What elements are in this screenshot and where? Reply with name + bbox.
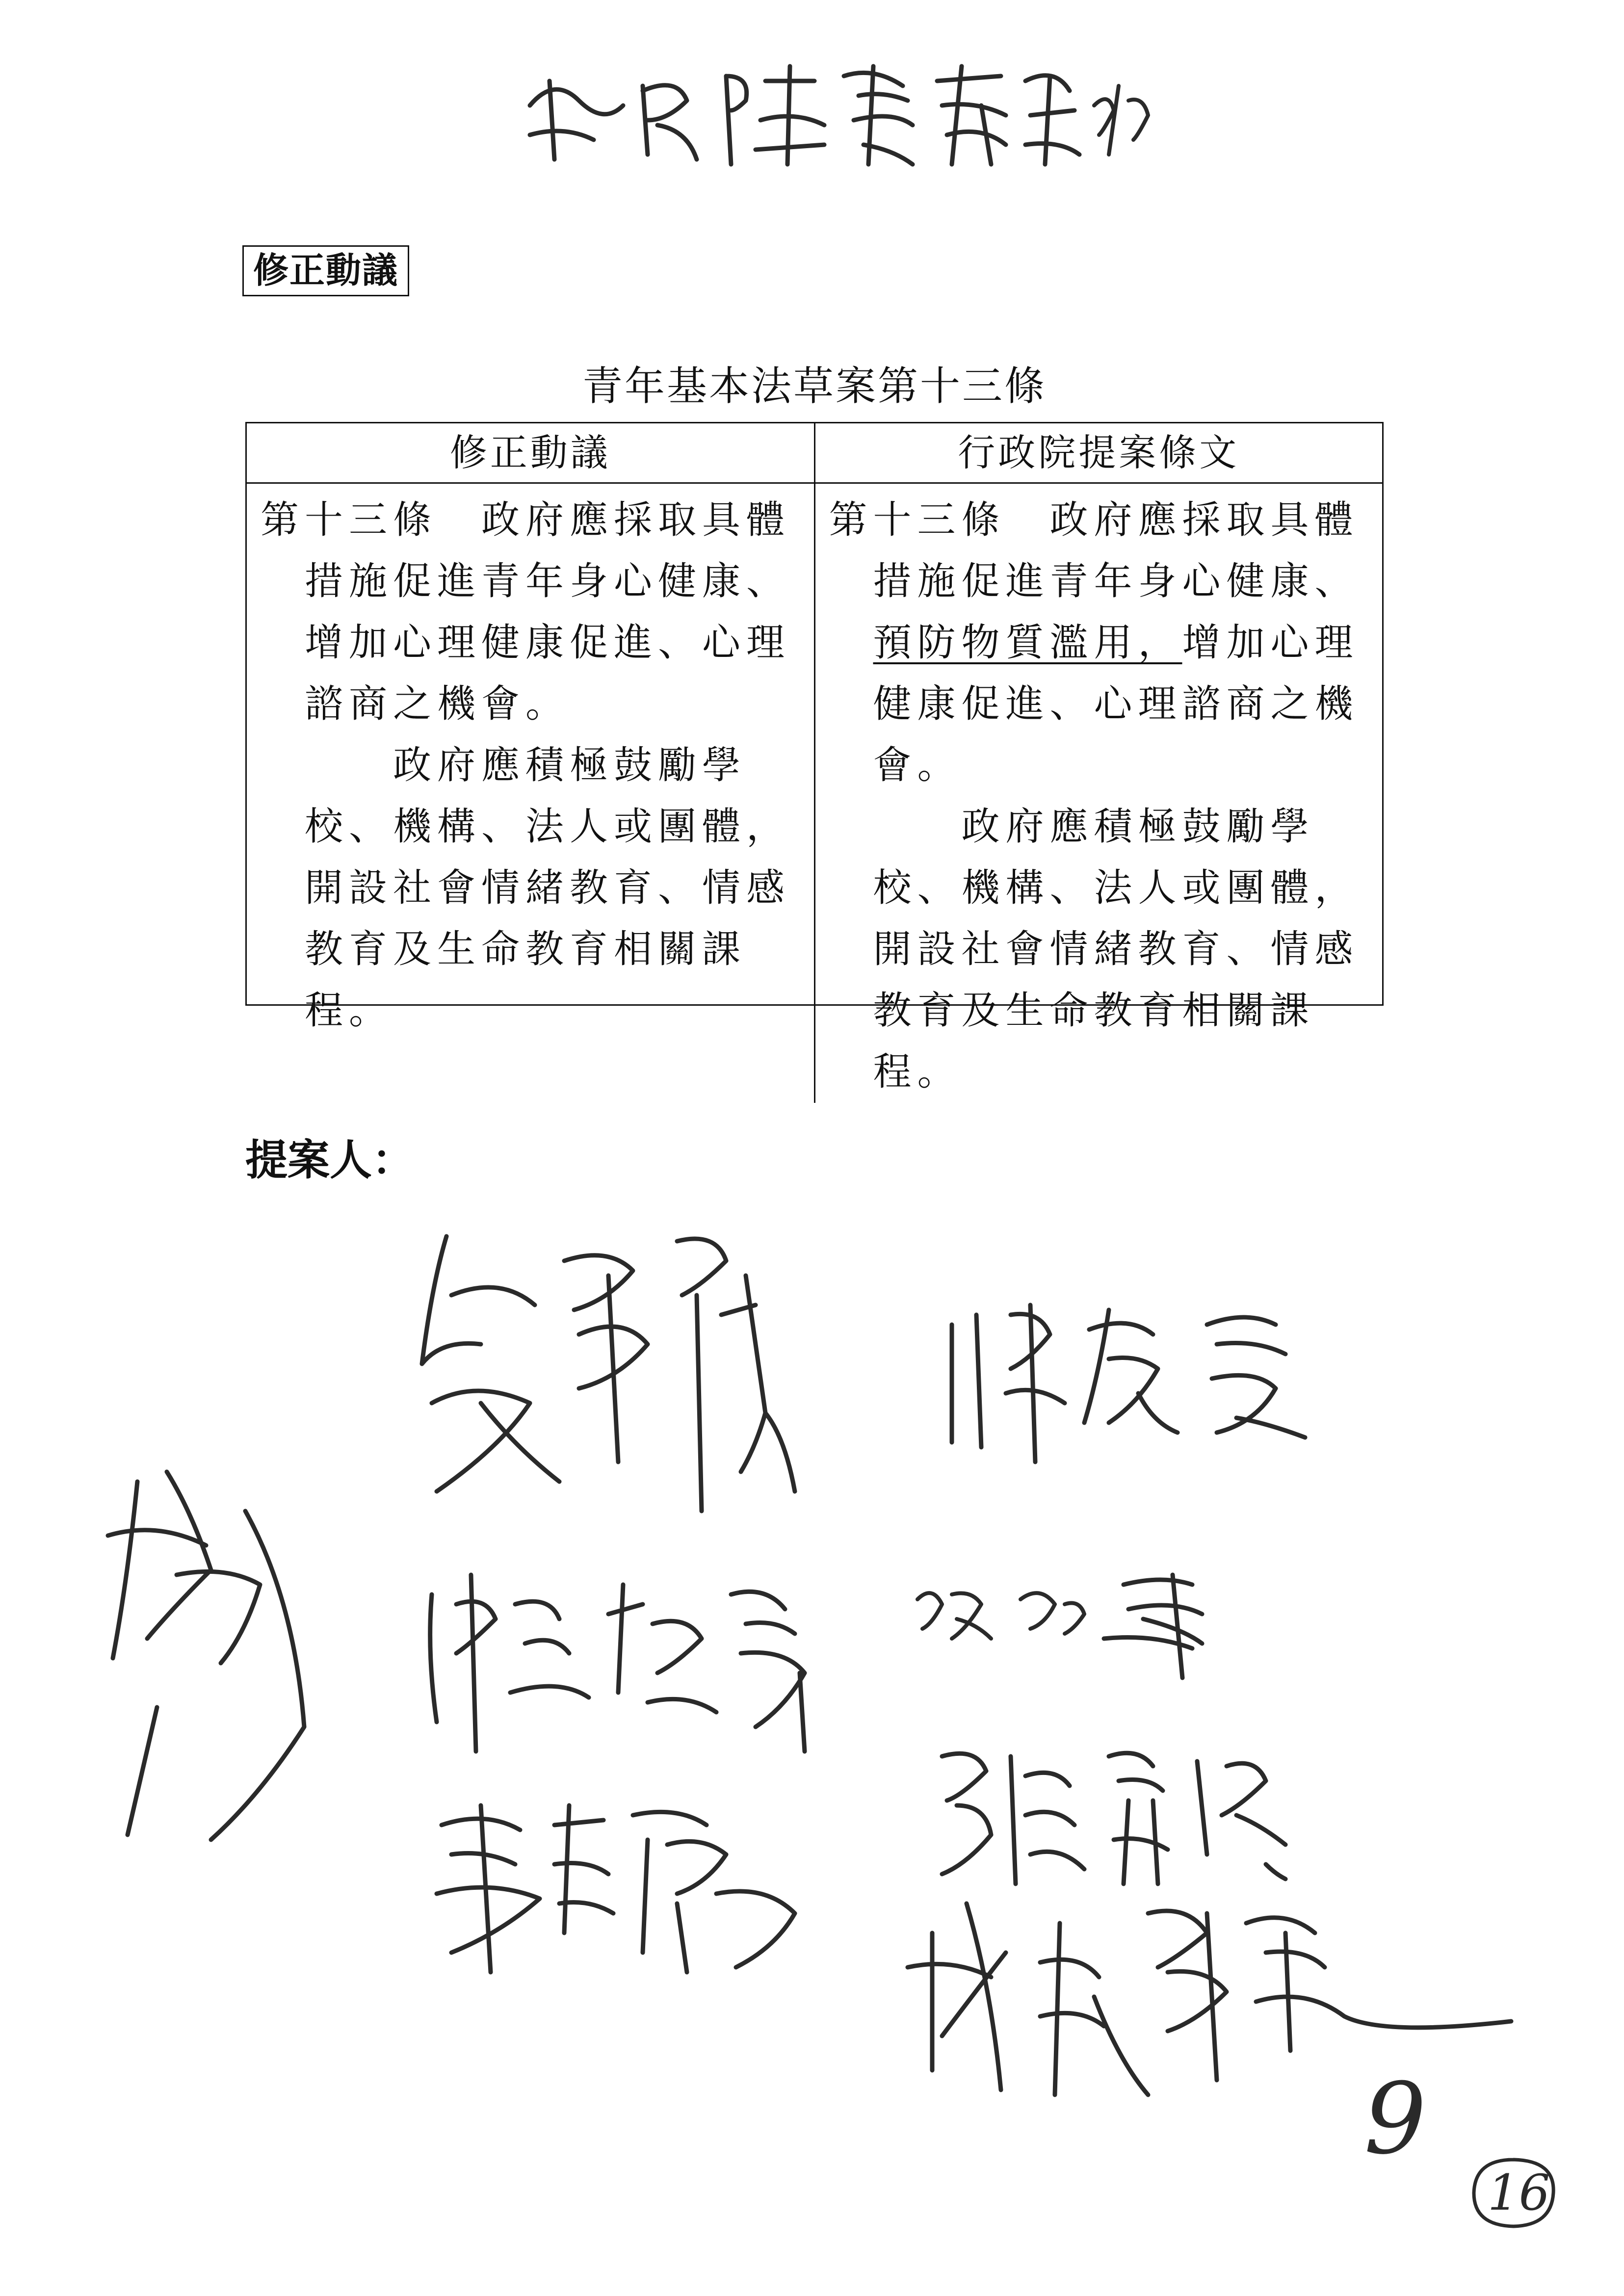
motion-text-cell: [247, 484, 814, 1103]
page-number-handwritten: 9: [1364, 2062, 1427, 2176]
motion-article-first-line: 第十三條 政府應採取具體: [261, 498, 791, 542]
table-title: 青年基本法草案第十三條: [582, 363, 1047, 410]
column-header-executive: 行政院提案條文: [814, 423, 1383, 482]
motion-article-rest: 措施促進青年身心健康、增加心理健康促進、心理諮商之機會。: [305, 559, 791, 726]
signature-3: [98, 1452, 329, 1854]
executive-paragraph-2: 政府應積極鼓勵學校、機構、法人或團體，開設社會情緒教育、情感教育及生命教育相關課程。: [873, 805, 1359, 1094]
executive-underlined-text: 預防物質濫用，: [873, 621, 1182, 665]
motion-paragraph-2: 政府應積極鼓勵學校、機構、法人或團體，開設社會情緒教育、情感教育及生命教育相關課程。: [305, 743, 791, 1033]
motion-label: 修正動議: [242, 245, 409, 296]
signature-4: [412, 1565, 824, 1761]
executive-text-before: 措施促進青年身心健康、: [873, 559, 1359, 603]
executive-article-first-line: 第十三條 政府應採取具體: [829, 498, 1359, 542]
comparison-table: [245, 422, 1384, 1094]
signature-8: [893, 1874, 1521, 2110]
signature-5: [898, 1555, 1300, 1683]
signature-1: [402, 1217, 805, 1531]
circled-number: 16: [1488, 2164, 1550, 2221]
signature-6: [922, 1727, 1305, 1894]
proposers-label: 提案人：: [245, 1136, 414, 1185]
header-signature: [520, 47, 1158, 174]
signature-7: [422, 1786, 844, 1982]
table-header-row: [247, 423, 1382, 484]
table-body-row: [247, 484, 1382, 1103]
executive-text-after: 增加心理健康促進、心理諮商之機會。: [873, 621, 1359, 787]
signature-2: [922, 1295, 1325, 1472]
column-header-motion: 修正動議: [449, 431, 611, 474]
executive-article-rest: [829, 551, 1374, 796]
executive-text-cell: [814, 484, 1383, 1103]
